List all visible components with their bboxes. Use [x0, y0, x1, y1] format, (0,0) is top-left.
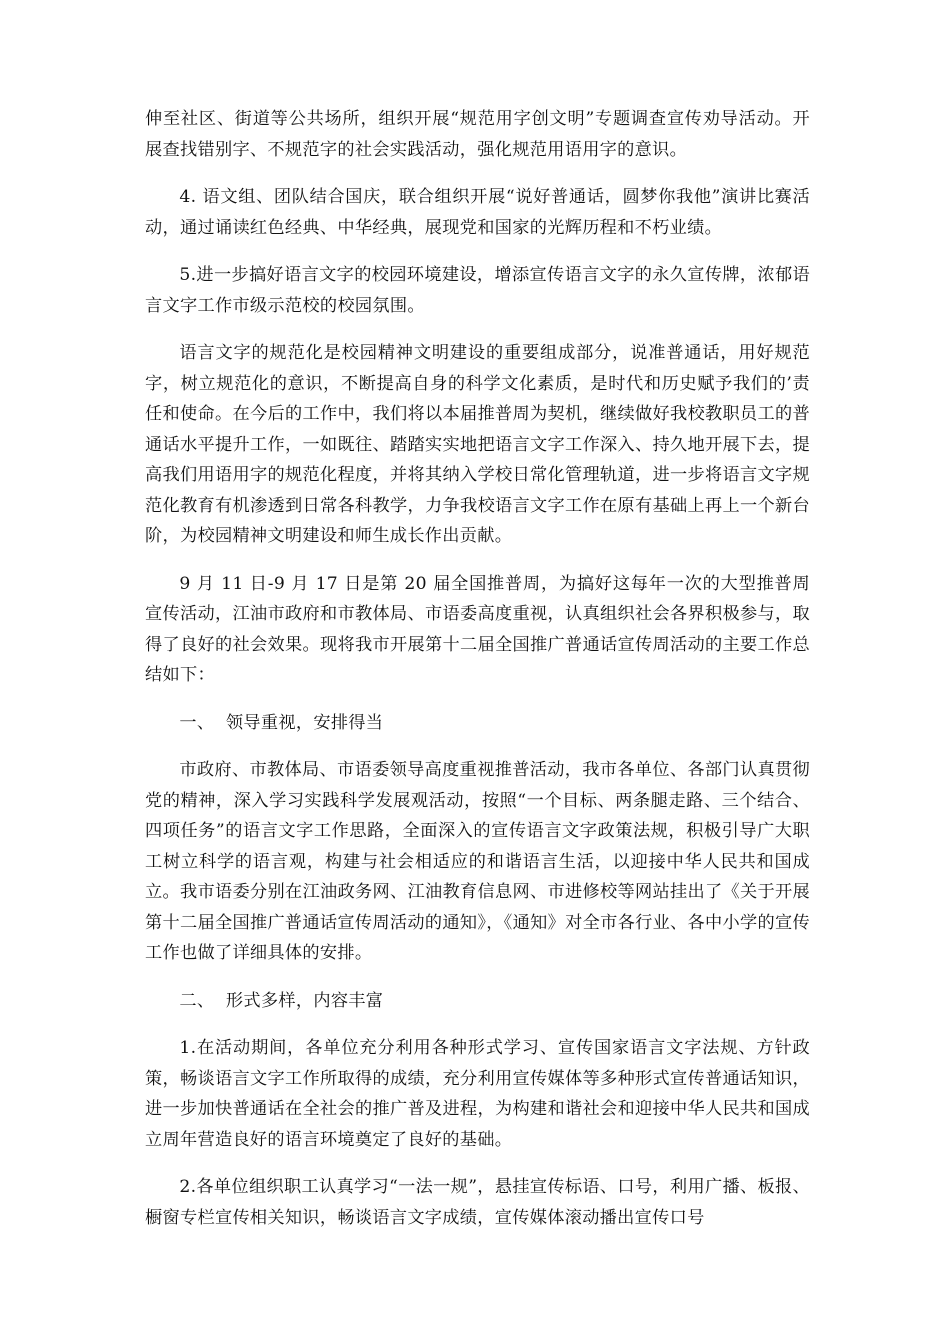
- paragraph-4: 语言文字的规范化是校园精神文明建设的重要组成部分，说准普通话，用好规范字，树立规范化的意识，不断提高自身的科学文化素质，是时代和历史赋予我们的’责任和使命。在今后的工作中，我们将以本届推普周为契机，继续做好我校教职员工的普通话水平提升工作，一如既往、踏踏实实地把语言文字工作深入、持久地开展下去，提高我们用语用字的规范化程度，并将其纳入学校日常化管理轨道，进一步将语言文字规范化教育有机渗透到日常各科教学，力争我校语言文字工作在原有基础上再上一个新台阶，为校园精神文明建设和师生成长作出贡献。: [145, 343, 810, 546]
- paragraph-7: 1.在活动期间，各单位充分利用各种形式学习、宣传国家语言文字法规、方针政策，畅谈语言文字工作所取得的成绩，充分利用宣传媒体等多种形式宣传普通话知识，进一步加快普通话在全社会的推广普及进程，为构建和谐社会和迎接中华人民共和国成立周年营造良好的语言环境奠定了良好的基础。: [145, 1038, 810, 1150]
- section-heading-2: 二、 形式多样，内容丰富: [179, 990, 384, 1011]
- paragraph-1: 伸至社区、街道等公共场所，组织开展“规范用字创文明”专题调查宣传劝导活动。开展查找错别字、不规范字的社会实践活动，强化规范用语用字的意识。: [145, 109, 810, 160]
- section-heading-1: 一、 领导重视，安排得当: [179, 712, 384, 733]
- paragraph-8: 2.各单位组织职工认真学习“一法一规”，悬挂宣传标语、口号，利用广播、板报、橱窗专栏宣传相关知识，畅谈语言文字成绩，宣传媒体滚动播出宣传口号: [145, 1177, 810, 1228]
- paragraph-5: 9 月 11 日-9 月 17 日是第 20 届全国推普周，为搞好这每年一次的大型推普周宣传活动，江油市政府和市教体局、市语委高度重视，认真组织社会各界积极参与，取得了良好的社会效果。现将我市开展第十二届全国推广普通话宣传周活动的主要工作总结如下：: [145, 573, 810, 685]
- document-page: [145, 104, 810, 1250]
- paragraph-2: 4. 语文组、团队结合国庆，联合组织开展“说好普通话，圆梦你我他”演讲比赛活动，通过诵读红色经典、中华经典，展现党和国家的光辉历程和不朽业绩。: [145, 187, 810, 238]
- paragraph-3: 5.进一步搞好语言文字的校园环境建设，增添宣传语言文字的永久宣传牌，浓郁语言文字工作市级示范校的校园氛围。: [145, 265, 810, 316]
- paragraph-6: 市政府、市教体局、市语委领导高度重视推普活动，我市各单位、各部门认真贯彻党的精神，深入学习实践科学发展观活动，按照“一个目标、两条腿走路、三个结合、四项任务”的语言文字工作思路，全面深入的宣传语言文字政策法规，积极引导广大职工树立科学的语言观，构建与社会相适应的和谐语言生活，以迎接中华人民共和国成立。我市语委分别在江油政务网、江油教育信息网、市进修校等网站挂出了《关于开展第十二届全国推广普通话宣传周活动的通知》，《通知》对全市各行业、各中小学的宣传工作也做了详细具体的安排。: [145, 760, 810, 963]
